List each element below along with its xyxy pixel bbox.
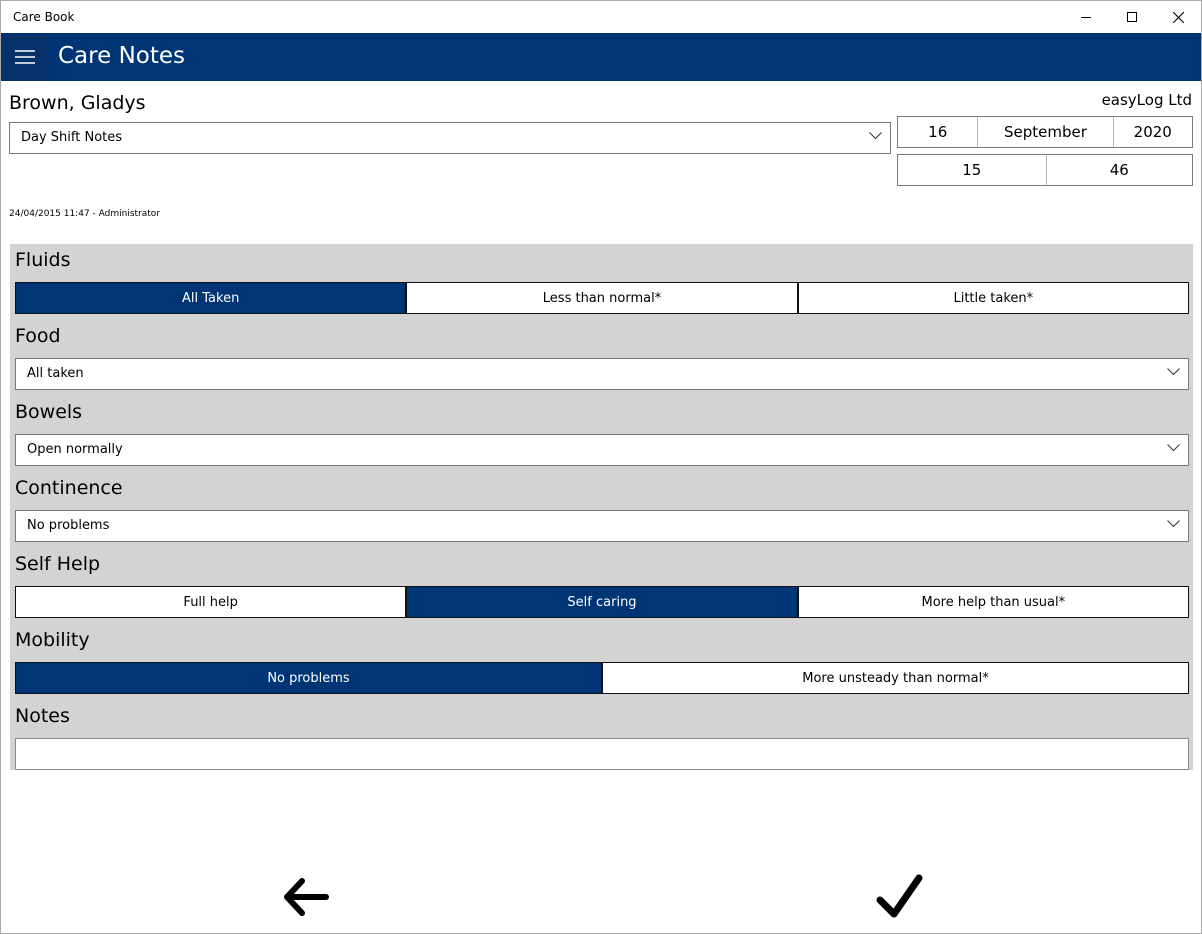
entry-metadata: 24/04/2015 11:47 - Administrator: [9, 209, 160, 219]
care-notes-form: [10, 244, 1193, 770]
mobility-label: Mobility: [15, 629, 90, 651]
window-title: Care Book: [13, 10, 75, 24]
fluids-option-all-taken[interactable]: All Taken: [16, 283, 405, 313]
mobility-options: [15, 662, 1189, 694]
date-picker[interactable]: [897, 116, 1193, 148]
close-button[interactable]: [1155, 1, 1201, 33]
food-value: All taken: [27, 366, 84, 381]
self-help-options: [15, 586, 1189, 618]
chevron-down-icon: [1167, 520, 1180, 528]
company-name: easyLog Ltd: [1101, 91, 1192, 109]
hamburger-icon: [15, 50, 35, 64]
continence-value: No problems: [27, 518, 110, 533]
food-dropdown[interactable]: [15, 358, 1189, 390]
time-hour[interactable]: 15: [898, 155, 1047, 185]
resident-name: Brown, Gladys: [9, 92, 146, 114]
fluids-options: [15, 282, 1189, 314]
mobility-option-no-problems[interactable]: No problems: [16, 663, 601, 693]
notes-label: Notes: [15, 705, 70, 727]
self-help-option-self-caring[interactable]: Self caring: [405, 587, 796, 617]
notes-input[interactable]: [15, 738, 1189, 770]
bowels-label: Bowels: [15, 401, 83, 423]
note-type-dropdown[interactable]: [9, 122, 891, 154]
maximize-button[interactable]: [1109, 1, 1155, 33]
continence-dropdown[interactable]: [15, 510, 1189, 542]
chevron-down-icon: [869, 132, 882, 140]
date-month[interactable]: September: [978, 117, 1113, 147]
bowels-dropdown[interactable]: [15, 434, 1189, 466]
bowels-value: Open normally: [27, 442, 123, 457]
checkmark-icon[interactable]: [875, 873, 925, 921]
continence-label: Continence: [15, 477, 123, 499]
date-year[interactable]: 2020: [1133, 123, 1172, 141]
close-icon: [1173, 12, 1184, 23]
maximize-icon: [1127, 12, 1137, 22]
minimize-button[interactable]: [1063, 1, 1109, 33]
date-day[interactable]: 16: [898, 117, 978, 147]
self-help-option-more-help[interactable]: More help than usual*: [797, 587, 1188, 617]
fluids-option-little-taken[interactable]: Little taken*: [797, 283, 1188, 313]
note-type-value: Day Shift Notes: [21, 130, 123, 145]
time-minute[interactable]: 46: [1109, 161, 1129, 179]
self-help-label: Self Help: [15, 553, 101, 575]
chevron-down-icon: [1167, 444, 1180, 452]
arrow-left-icon[interactable]: [282, 877, 330, 917]
fluids-label: Fluids: [15, 249, 71, 271]
page-title: Care Notes: [58, 43, 185, 69]
menu-button[interactable]: [1, 33, 49, 81]
mobility-option-more-unsteady[interactable]: More unsteady than normal*: [601, 663, 1188, 693]
food-label: Food: [15, 325, 61, 347]
time-picker[interactable]: [897, 154, 1193, 186]
chevron-down-icon: [1167, 368, 1180, 376]
self-help-option-full-help[interactable]: Full help: [16, 587, 405, 617]
fluids-option-less-than-normal[interactable]: Less than normal*: [405, 283, 796, 313]
title-bar: [1, 1, 1201, 33]
app-header: [1, 33, 1201, 81]
minimize-icon: [1081, 12, 1091, 22]
